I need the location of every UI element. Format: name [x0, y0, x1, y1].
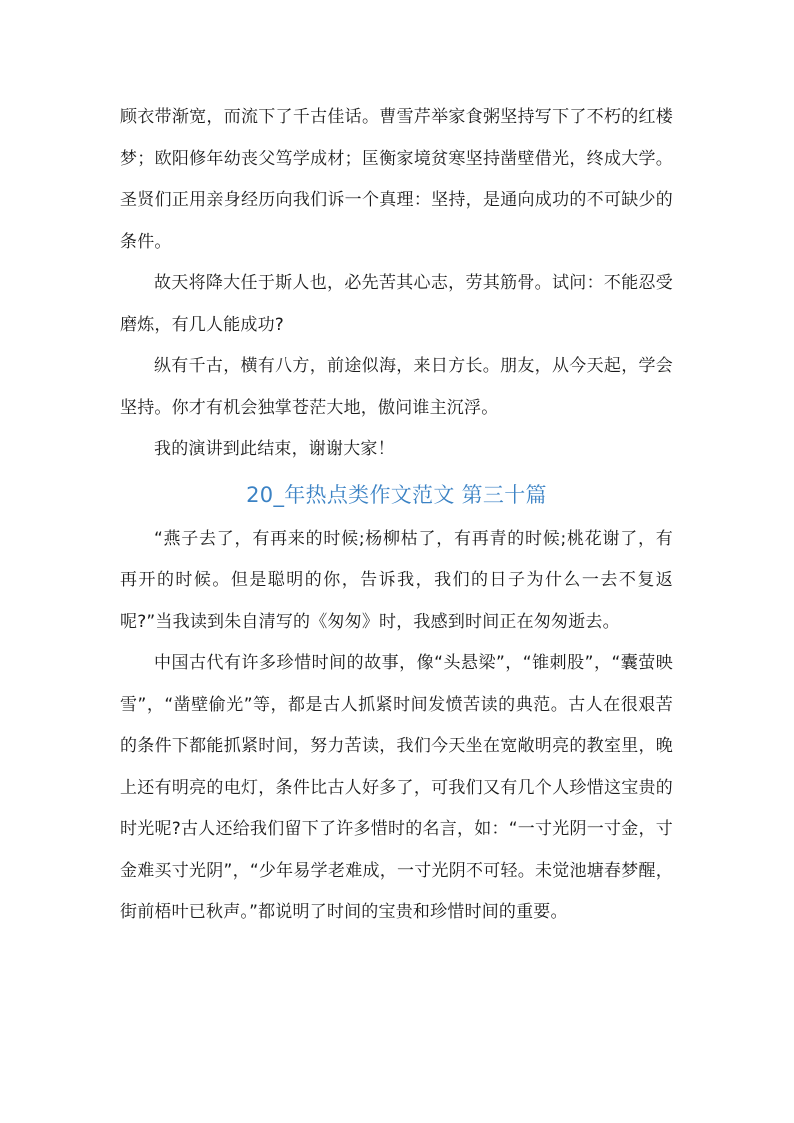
paragraph-ancient-time-stories: 中国古代有许多珍惜时间的故事，像“头悬梁”，“锥刺股”，“囊萤映雪”，“凿壁偷光”等，都是古人抓紧时间发愤苦读的典范。古人在很艰苦的条件下都能抓紧时间，努力苦读，我们今天坐在宽敞明亮的教室里，晚上还有明亮的电灯，条件比古人好多了，可我们又有几个人珍惜这宝贵的时光呢?古人还给我们留下了许多惜时的名言，如：“一寸光阴一寸金，寸金难买寸光阴”，“少年易学老难成，一寸光阴不可轻。未觉池塘春梦醒，街前梧叶已秋声。”都说明了时间的宝贵和珍惜时间的重要。 [120, 653, 673, 922]
document-page [120, 97, 673, 934]
paragraph-congcong-quote: “燕子去了，有再来的时候;杨柳枯了，有再青的时候;桃花谢了，有再开的时候。但是聪明的你，告诉我，我们的日子为什么一去不复返呢?”当我读到朱自清写的《匆匆》时，我感到时间正在匆匆逝去。 [120, 528, 673, 632]
paragraph-perseverance-examples: 顾衣带渐宽，而流下了千古佳话。曹雪芹举家食粥坚持写下了不朽的红楼梦；欧阳修年幼丧父笃学成材；匡衡家境贫寒坚持凿壁借光，终成大学。圣贤们正用亲身经历向我们诉一个真理：坚持，是通向成功的不可缺少的条件。 [120, 107, 673, 252]
paragraph-future-call: 纵有千古，横有八方，前途似海，来日方长。朋友，从今天起，学会坚持。你才有机会独掌苍茫大地，傲问谁主沉浮。 [120, 356, 673, 418]
paragraph-closing-thanks: 我的演讲到此结束，谢谢大家！ [154, 439, 395, 459]
paragraph-hardship-quote: 故天将降大任于斯人也，必先苦其心志，劳其筋骨。试问：不能忍受磨炼，有几人能成功? [120, 273, 673, 335]
section-heading: 20_年热点类作文范文 第三十篇 [246, 482, 547, 507]
